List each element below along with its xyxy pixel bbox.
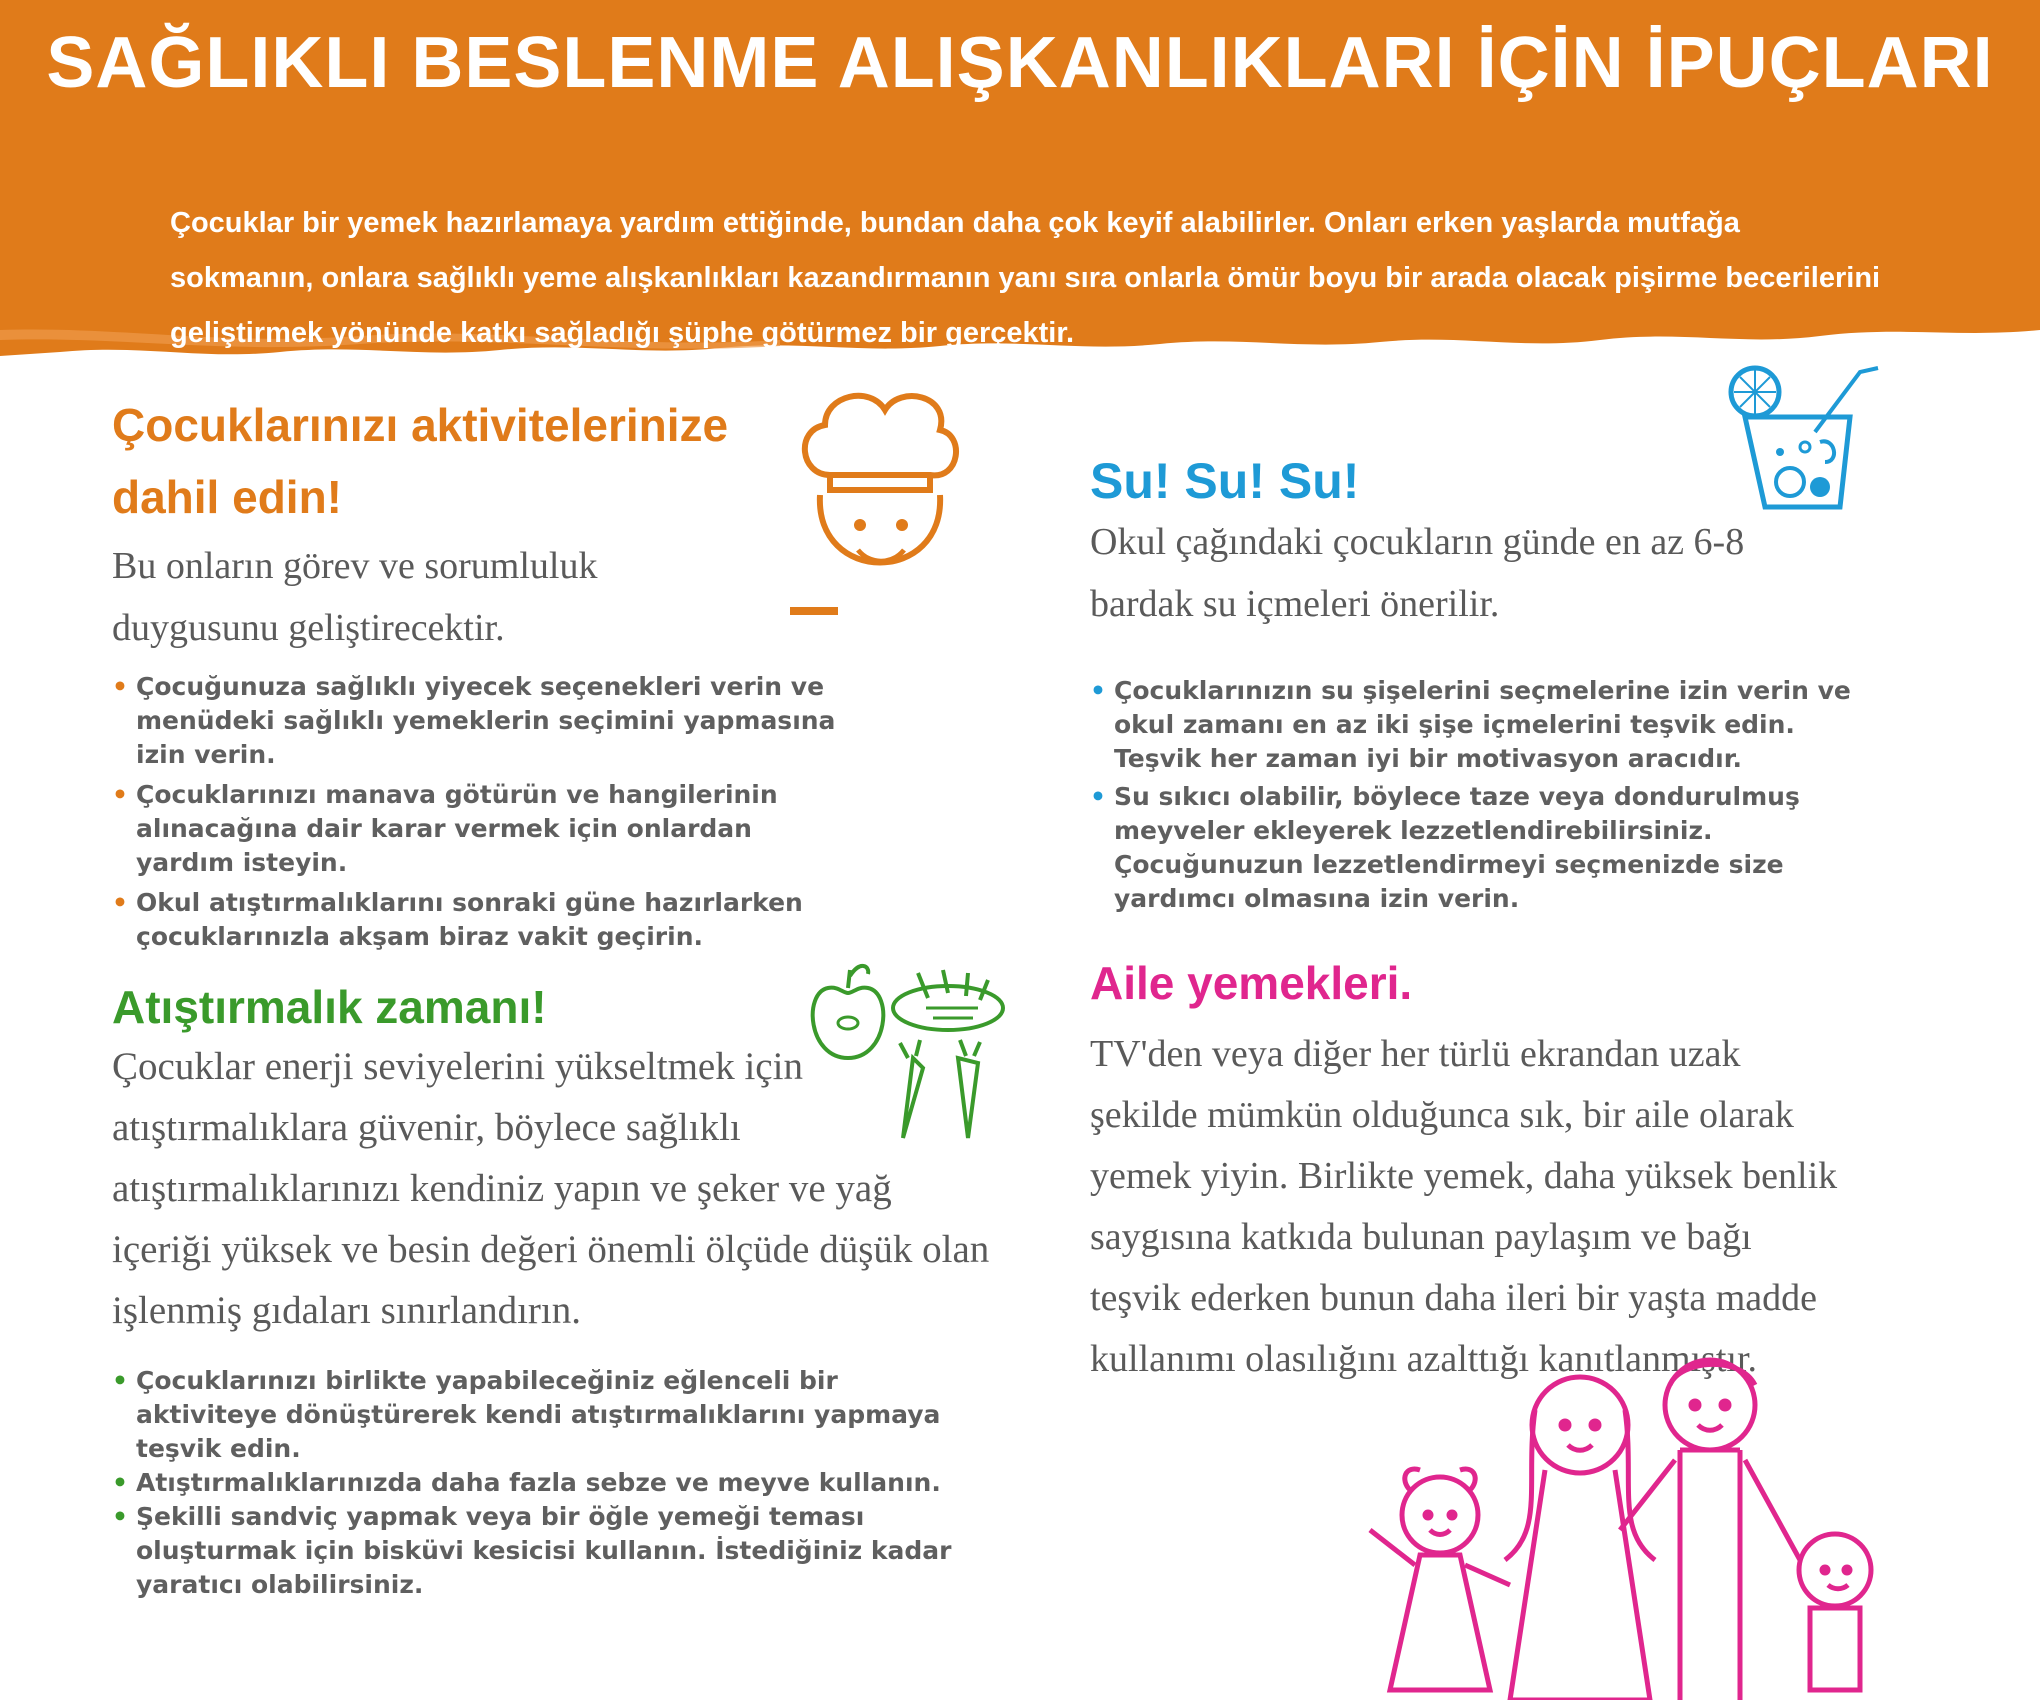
lemonade-glass-icon xyxy=(1710,362,1880,522)
list-item: • Şekilli sandviç yapmak veya bir öğle yemeği teması oluşturmak için bisküvi kesicisi kullanın. İstediğiniz kadar yaratıcı olabilirsiniz. xyxy=(112,1500,952,1602)
family-heading: Aile yemekleri. xyxy=(1090,957,1413,1009)
list-item: • Çocuklarınızı birlikte yapabileceğiniz eğlenceli bir aktiviteye dönüştürerek kendi atıştırmalıklarını yapmaya teşvik edin. xyxy=(112,1364,952,1466)
family-lead: TV'den veya diğer her türlü ekrandan uzak şekilde mümkün olduğunca sık, bir aile olarak yemek yiyin. Birlikte yemek, daha yüksek benlik saygısına katkıda bulunan paylaşım ve bağı teşvik ederken bunun daha ileri bir yaşta madde kullanımı olasılığını azalttığı kanıtlanmıştır. xyxy=(1090,1033,1838,1380)
intro-paragraph: Çocuklar bir yemek hazırlamaya yardım ettiğinde, bundan daha çok keyif alabilirler. Onları erken yaşlarda mutfağa sokmanın, onlara sağlıklı yeme alışkanlıkları kazandırmanın yanı sıra onlarla ömür boyu bir arada olacak pişirme becerilerini geliştirmek yönünde katkı sağladığı şüphe götürmez bir gerçektir. xyxy=(170,207,1881,349)
water-bullet-list xyxy=(1090,674,1870,916)
family-icon xyxy=(1330,1330,1890,1700)
snack-heading: Atıştırmalık zamanı! xyxy=(112,981,547,1033)
water-lead-line2: bardak su içmeleri önerilir. xyxy=(1090,583,1500,625)
list-item: • Çocuklarınızı manava götürün ve hangilerinin alınacağına dair karar vermek için onlardan yardım isteyin. xyxy=(112,778,852,880)
list-item: • Okul atıştırmalıklarını sonraki güne hazırlarken çocuklarınızla akşam biraz vakit geçirin. xyxy=(112,886,852,954)
list-item: • Su sıkıcı olabilir, böylece taze veya dondurulmuş meyveler ekleyerek lezzetlendirebilirsiniz. Çocuğunuzun lezzetlendirmeyi seçmenizde size yardımcı olmasına izin verin. xyxy=(1090,780,1870,916)
header-banner xyxy=(0,0,2040,360)
activities-lead-line1: Bu onların görev ve sorumluluk xyxy=(112,545,598,587)
fruit-vegetables-icon xyxy=(808,948,1018,1148)
list-item: • Çocuklarınızın su şişelerini seçmelerine izin verin ve okul zamanı en az iki şişe içmelerini teşvik edin. Teşvik her zaman iyi bir motivasyon aracıdır. xyxy=(1090,674,1870,776)
water-heading: Su! Su! Su! xyxy=(1090,453,1360,509)
water-lead-line1: Okul çağındaki çocukların günde en az 6-8 xyxy=(1090,521,1745,563)
activities-heading-line1: Çocuklarınızı aktivitelerinize xyxy=(112,399,729,451)
list-item: • Çocuğunuza sağlıklı yiyecek seçenekleri verin ve menüdeki sağlıklı yemeklerin seçimini yapmasına izin verin. xyxy=(112,670,852,772)
list-item: • Atıştırmalıklarınızda daha fazla sebze ve meyve kullanın. xyxy=(112,1466,952,1500)
snack-bullet-list xyxy=(112,1364,952,1602)
activities-heading-line2: dahil edin! xyxy=(112,471,342,523)
page-title: SAĞLIKLI BESLENME ALIŞKANLIKLARI İÇİN İPUÇLARI xyxy=(46,23,1994,103)
snack-lead: Çocuklar enerji seviyelerini yükseltmek için atıştırmalıklara güvenir, böylece sağlıklı atıştırmalıklarınızı kendiniz yapın ve şeker ve yağ içeriği yüksek ve besin değeri önemli ölçüde düşük olan işlenmiş gıdaları sınırlandırın. xyxy=(112,1045,990,1332)
activities-bullet-list xyxy=(112,670,852,954)
activities-lead-line2: duygusunu geliştirecektir. xyxy=(112,607,505,649)
chef-child-icon xyxy=(790,385,970,615)
